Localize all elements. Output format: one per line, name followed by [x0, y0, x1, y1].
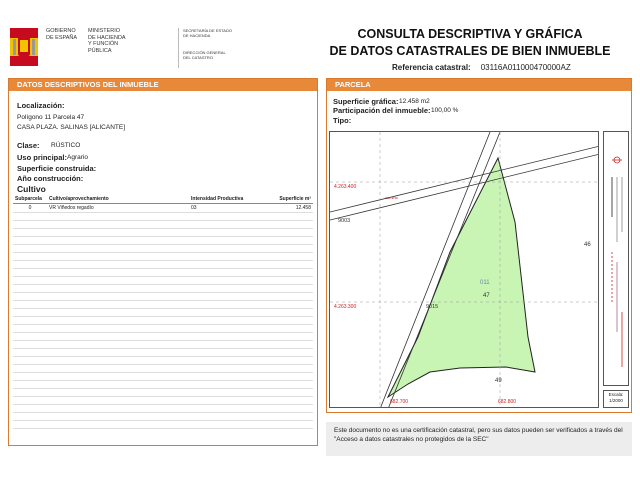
table-cell-empty — [13, 269, 47, 277]
table-cell-empty — [13, 325, 47, 333]
escala-box: Escala: 1/2000 — [603, 390, 629, 408]
table-cell-empty — [189, 341, 257, 349]
table-cell-empty — [13, 357, 47, 365]
table-cell-empty — [47, 325, 189, 333]
table-row-empty — [13, 317, 313, 325]
table-cell-empty — [257, 285, 313, 293]
clase-value: RÚSTICO — [51, 142, 81, 149]
cadastral-map — [329, 131, 599, 408]
map-legend — [603, 131, 629, 386]
table-cell-empty — [47, 253, 189, 261]
table-cell-empty — [257, 269, 313, 277]
uso-value: Agrario — [67, 154, 88, 161]
superficie-construida-label: Superficie construida: — [17, 164, 97, 173]
table-cell-empty — [257, 389, 313, 397]
label-9003: 9003 — [338, 218, 351, 224]
table-cell-empty — [257, 325, 313, 333]
table-cell-empty — [189, 389, 257, 397]
table-cell-empty — [47, 349, 189, 357]
table-cell-empty — [47, 357, 189, 365]
table-cell-empty — [13, 245, 47, 253]
table-cell-empty — [13, 421, 47, 429]
table-cell-empty — [47, 269, 189, 277]
table-cell-empty — [47, 389, 189, 397]
road-line-top — [330, 146, 599, 212]
table-cell-empty — [257, 421, 313, 429]
referencia-catastral — [330, 63, 630, 72]
table-row-empty — [13, 277, 313, 285]
table-cell-empty — [47, 413, 189, 421]
table-cell-empty — [257, 213, 313, 221]
localizacion-label: Localización: — [17, 101, 65, 110]
table-cell-empty — [13, 229, 47, 237]
cell-subparcela: 0 — [13, 204, 47, 213]
table-cell-empty — [47, 381, 189, 389]
table-row-empty — [13, 309, 313, 317]
table-cell-empty — [189, 421, 257, 429]
table-cell-empty — [47, 293, 189, 301]
table-row-empty — [13, 237, 313, 245]
table-cell-empty — [47, 245, 189, 253]
cell-intensidad: 03 — [189, 204, 257, 213]
table-cell-empty — [189, 405, 257, 413]
table-cell-empty — [257, 365, 313, 373]
table-cell-empty — [47, 301, 189, 309]
label-49: 49 — [495, 378, 502, 384]
table-cell-empty — [47, 261, 189, 269]
table-cell-empty — [257, 333, 313, 341]
table-row-empty — [13, 293, 313, 301]
table-cell-empty — [189, 357, 257, 365]
table-header-row — [13, 195, 313, 204]
label-9015: 9015 — [426, 304, 439, 310]
table-cell-empty — [257, 221, 313, 229]
parcela-panel-title: PARCELA — [327, 79, 631, 91]
parcel-47-shape — [388, 158, 535, 397]
table-cell-empty — [13, 293, 47, 301]
coord-x-left: 682.700 — [390, 399, 409, 405]
participacion-value: 100,00 % — [431, 107, 459, 114]
table-cell-empty — [47, 237, 189, 245]
table-cell-empty — [189, 261, 257, 269]
sup-grafica-value: 12.458 m2 — [399, 98, 430, 105]
table-cell-empty — [189, 333, 257, 341]
table-cell-empty — [257, 245, 313, 253]
coat-of-arms-icon — [10, 28, 38, 66]
table-cell-empty — [189, 253, 257, 261]
table-row-empty — [13, 405, 313, 413]
road-label: camino — [385, 195, 398, 200]
table-cell-empty — [189, 413, 257, 421]
table-cell-empty — [13, 301, 47, 309]
table-cell-empty — [257, 277, 313, 285]
table-cell-empty — [189, 277, 257, 285]
table-cell-empty — [257, 253, 313, 261]
table-cell-empty — [257, 373, 313, 381]
table-cell-empty — [189, 229, 257, 237]
table-cell-empty — [47, 317, 189, 325]
table-row-empty — [13, 221, 313, 229]
table-cell-empty — [47, 285, 189, 293]
table-row-empty — [13, 261, 313, 269]
parcela-panel — [326, 78, 632, 413]
disclaimer-note: Este documento no es una certificación catastral, pero sus datos pueden ser verificados a través del "Acceso a datos catastrales no protegidos de la SEC" — [326, 422, 632, 456]
col-cultivo: Cultivo/aprovechamiento — [47, 195, 189, 204]
table-cell-empty — [13, 285, 47, 293]
table-cell-empty — [13, 381, 47, 389]
table-cell-empty — [47, 365, 189, 373]
cultivo-title: Cultivo — [17, 184, 46, 194]
coord-x-right: 682.800 — [498, 399, 517, 405]
table-cell-empty — [257, 413, 313, 421]
table-cell-empty — [13, 277, 47, 285]
table-cell-empty — [257, 397, 313, 405]
table-cell-empty — [13, 237, 47, 245]
cell-superficie: 12.458 — [257, 204, 313, 213]
table-cell-empty — [257, 293, 313, 301]
anio-construccion-label: Año construcción: — [17, 174, 84, 183]
table-cell-empty — [47, 421, 189, 429]
table-row-empty — [13, 325, 313, 333]
table-row-empty — [13, 269, 313, 277]
table-row-empty — [13, 397, 313, 405]
table-row-empty — [13, 285, 313, 293]
uso-label: Uso principal: — [17, 153, 68, 162]
table-cell-empty — [189, 237, 257, 245]
ref-value: 03116A011000470000AZ — [480, 63, 571, 72]
table-row-empty — [13, 253, 313, 261]
col-intensidad: Intensidad Productiva — [189, 195, 257, 204]
participacion-label: Participación del inmueble: — [333, 106, 431, 115]
table-cell-empty — [13, 373, 47, 381]
table-row-empty — [13, 245, 313, 253]
datos-panel-title: DATOS DESCRIPTIVOS DEL INMUEBLE — [9, 79, 317, 91]
coord-y-bottom: 4.263.300 — [334, 304, 357, 310]
localizacion-line2: CASA PLAZA. SALINAS [ALICANTE] — [17, 124, 126, 131]
table-cell-empty — [47, 229, 189, 237]
table-cell-empty — [189, 325, 257, 333]
table-cell-empty — [189, 213, 257, 221]
table-cell-empty — [13, 333, 47, 341]
table-cell-empty — [257, 357, 313, 365]
table-cell-empty — [13, 365, 47, 373]
label-47: 47 — [483, 293, 490, 299]
cultivo-table — [13, 195, 313, 429]
table-cell-empty — [189, 397, 257, 405]
table-cell-empty — [189, 293, 257, 301]
table-row-empty — [13, 357, 313, 365]
table-cell-empty — [13, 309, 47, 317]
table-cell-empty — [257, 309, 313, 317]
table-cell-empty — [47, 309, 189, 317]
table-row-empty — [13, 333, 313, 341]
table-cell-empty — [47, 405, 189, 413]
table-cell-empty — [13, 349, 47, 357]
table-cell-empty — [13, 253, 47, 261]
table-cell-empty — [47, 277, 189, 285]
table-row-empty — [13, 365, 313, 373]
col-superficie: Superficie m² — [257, 195, 313, 204]
table-cell-empty — [189, 221, 257, 229]
table-cell-empty — [257, 229, 313, 237]
table-row-empty — [13, 413, 313, 421]
table-cell-empty — [47, 221, 189, 229]
table-cell-empty — [189, 309, 257, 317]
table-cell-empty — [47, 333, 189, 341]
table-cell-empty — [13, 221, 47, 229]
table-cell-empty — [189, 365, 257, 373]
table-row — [13, 204, 313, 213]
col-subparcela: Subparcela — [13, 195, 47, 204]
table-row-empty — [13, 301, 313, 309]
table-row-empty — [13, 381, 313, 389]
table-cell-empty — [189, 317, 257, 325]
table-cell-empty — [189, 373, 257, 381]
localizacion-line1: Polígono 11 Parcela 47 — [17, 114, 85, 121]
coord-y-top: 4.263.400 — [334, 184, 357, 190]
table-cell-empty — [189, 269, 257, 277]
cell-cultivo: VR Viñedos regadío — [47, 204, 189, 213]
table-cell-empty — [257, 237, 313, 245]
table-cell-empty — [47, 373, 189, 381]
table-cell-empty — [189, 381, 257, 389]
table-cell-empty — [257, 341, 313, 349]
table-cell-empty — [13, 389, 47, 397]
table-cell-empty — [189, 285, 257, 293]
table-cell-empty — [47, 341, 189, 349]
table-cell-empty — [13, 397, 47, 405]
table-cell-empty — [13, 213, 47, 221]
table-cell-empty — [257, 317, 313, 325]
table-cell-empty — [257, 301, 313, 309]
label-46: 46 — [584, 242, 591, 248]
gobierno-text: GOBIERNO DE ESPAÑA — [46, 28, 78, 41]
table-cell-empty — [13, 341, 47, 349]
table-row-empty — [13, 373, 313, 381]
table-cell-empty — [257, 349, 313, 357]
tipo-label: Tipo: — [333, 116, 352, 125]
table-row-empty — [13, 341, 313, 349]
table-cell-empty — [189, 301, 257, 309]
table-cell-empty — [47, 213, 189, 221]
label-011: 011 — [480, 280, 490, 286]
datos-descriptivos-panel — [8, 78, 318, 446]
table-cell-empty — [257, 261, 313, 269]
clase-label: Clase: — [17, 141, 40, 150]
table-row-empty — [13, 349, 313, 357]
ministerio-text: MINISTERIO DE HACIENDA Y FUNCIÓN PÚBLICA — [88, 28, 126, 54]
table-cell-empty — [257, 381, 313, 389]
table-cell-empty — [13, 317, 47, 325]
table-row-empty — [13, 421, 313, 429]
secretaria-block: SECRETARÍA DE ESTADO DE HACIENDA DIRECCIÓN GENERAL DEL CATASTRO — [178, 28, 248, 68]
table-cell-empty — [13, 261, 47, 269]
ref-label: Referencia catastral: — [392, 63, 471, 72]
table-cell-empty — [47, 397, 189, 405]
table-row-empty — [13, 389, 313, 397]
road-line-bottom — [330, 154, 599, 220]
sup-grafica-label: Superficie gráfica: — [333, 97, 399, 106]
table-cell-empty — [189, 349, 257, 357]
table-row-empty — [13, 229, 313, 237]
table-cell-empty — [257, 405, 313, 413]
table-cell-empty — [13, 413, 47, 421]
table-cell-empty — [189, 245, 257, 253]
table-cell-empty — [13, 405, 47, 413]
table-row-empty — [13, 213, 313, 221]
page-title: CONSULTA DESCRIPTIVA Y GRÁFICA DE DATOS CATASTRALES DE BIEN INMUEBLE — [329, 27, 611, 58]
